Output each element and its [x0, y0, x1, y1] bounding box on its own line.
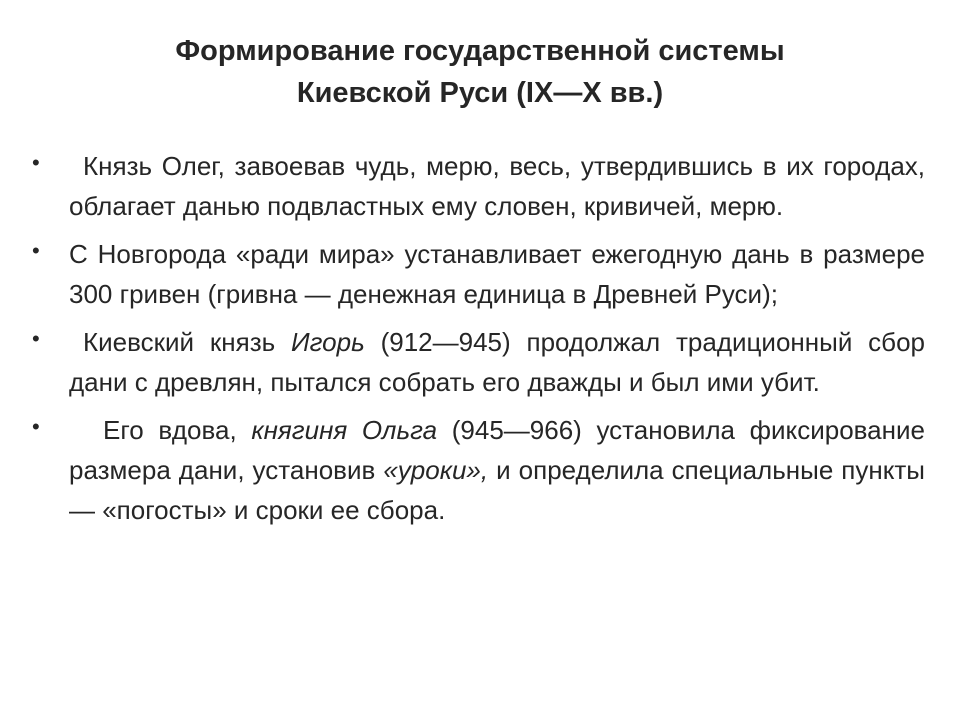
- bullet-dot-icon: •: [32, 414, 40, 439]
- bullet-item-olga: [32, 410, 925, 530]
- title-line-1: Формирование государственной системы: [175, 35, 785, 67]
- bullet-text: Князь Олег, завоевав чудь, мерю, весь, утвердившись в их городах, облагает данью подвластных ему словен, кривичей, мерю.: [69, 151, 925, 221]
- slide-title: [60, 30, 900, 114]
- bullet-dot-icon: •: [32, 150, 40, 175]
- bullet-text-italic: Игорь: [291, 327, 365, 357]
- bullet-list: [32, 146, 925, 538]
- bullet-text-italic: «уроки»,: [383, 455, 489, 485]
- bullet-text-part: (912—945) продолжал традиционный сбор дани с древлян, пытался собрать его дважды и был ими убит.: [69, 327, 925, 397]
- bullet-text: С Новгорода «ради мира» устанавливает ежегодную дань в размере 300 гривен (гривна — денежная единица в Древней Руси);: [69, 239, 925, 309]
- bullet-item-igor: [32, 322, 925, 402]
- bullet-text-part: Киевский князь: [83, 327, 292, 357]
- bullet-dot-icon: •: [32, 238, 40, 263]
- bullet-item-oleg: [32, 146, 925, 226]
- bullet-dot-icon: •: [32, 326, 40, 351]
- bullet-text-part: Его вдова,: [103, 415, 252, 445]
- title-line-2: Киевской Руси (IX—X вв.): [296, 77, 664, 109]
- bullet-item-novgorod: [32, 234, 925, 314]
- bullet-text-part: (945—966) установила фиксирование размера дани, установив: [69, 415, 925, 485]
- bullet-text-part: и определила специальные пункты — «погосты» и сроки ее сбора.: [69, 455, 925, 525]
- bullet-text-italic: княгиня Ольга: [251, 415, 438, 445]
